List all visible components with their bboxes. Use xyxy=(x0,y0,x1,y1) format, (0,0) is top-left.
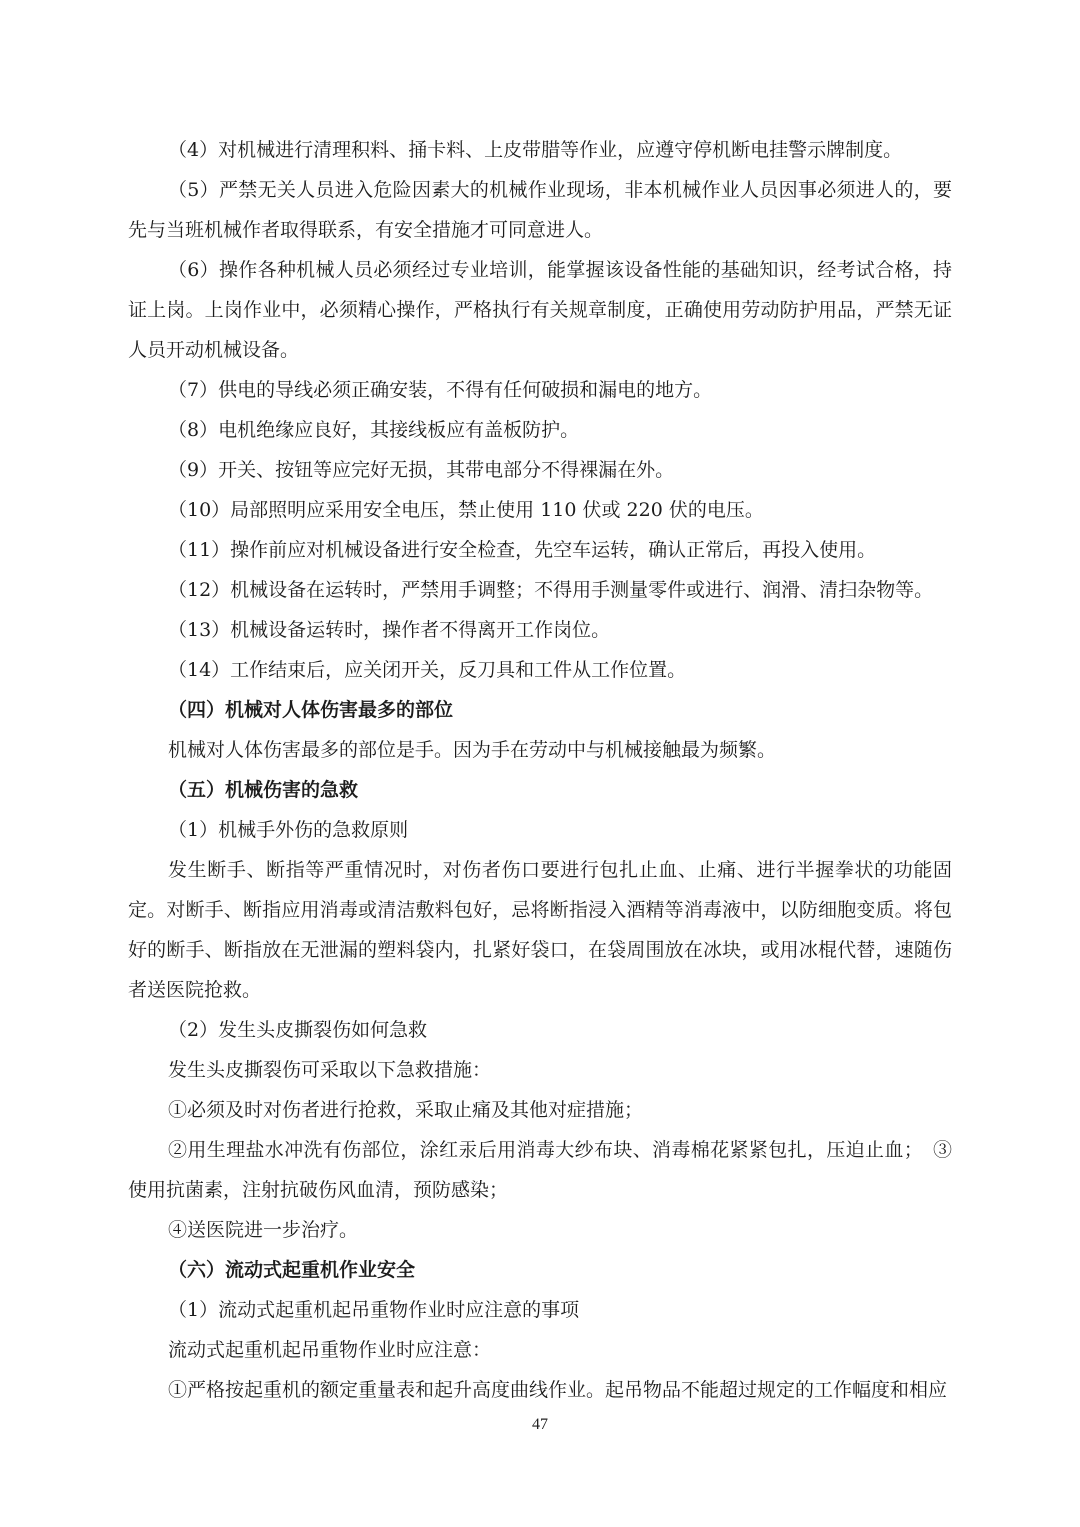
section-heading-4: （四）机械对人体伤害最多的部位 xyxy=(168,699,454,721)
body-paragraph: 发生头皮撕裂伤可采取以下急救措施： xyxy=(168,1059,492,1081)
paragraph-item-9: （9）开关、按钮等应完好无损，其带电部分不得裸漏在外。 xyxy=(168,459,675,481)
section-heading-6: （六）流动式起重机作业安全 xyxy=(168,1259,416,1281)
paragraph-item-10: （10）局部照明应采用安全电压，禁止使用 110 伏或 220 伏的电压。 xyxy=(168,499,764,521)
subheading-hand-injury: （1）机械手外伤的急救原则 xyxy=(168,819,409,841)
paragraph-item-5: （5）严禁无关人员进入危险因素大的机械作业现场，非本机械作业人员因事必须进人的，要先与当班机械作者取得联系，有安全措施才可同意进人。 xyxy=(128,179,952,241)
page-number: 47 xyxy=(532,1416,548,1433)
body-paragraph: 发生断手、断指等严重情况时，对伤者伤口要进行包扎止血、止痛、进行半握拳状的功能固定。对断手、断指应用消毒或清洁敷料包好，忌将断指浸入酒精等消毒液中，以防细胞变质。将包好的断手、断指放在无泄漏的塑料袋内，扎紧好袋口，在袋周围放在冰块，或用冰棍代替，速随伤者送医院抢救。 xyxy=(128,859,952,1001)
paragraph-item-6: （6）操作各种机械人员必须经过专业培训，能掌握该设备性能的基础知识，经考试合格，持证上岗。上岗作业中，必须精心操作，严格执行有关规章制度，正确使用劳动防护用品，严禁无证人员开动机械设备。 xyxy=(128,259,952,361)
list-item-4: ④送医院进一步治疗。 xyxy=(168,1219,359,1241)
paragraph-item-4: （4）对机械进行清理积料、捅卡料、上皮带腊等作业，应遵守停机断电挂警示牌制度。 xyxy=(168,139,903,161)
paragraph-item-13: （13）机械设备运转时，操作者不得离开工作岗位。 xyxy=(168,619,611,641)
paragraph-item-14: （14）工作结束后，应关闭开关，反刀具和工件从工作位置。 xyxy=(168,659,687,681)
paragraph-item-8: （8）电机绝缘应良好，其接线板应有盖板防护。 xyxy=(168,419,580,441)
body-paragraph: 机械对人体伤害最多的部位是手。因为手在劳动中与机械接触最为频繁。 xyxy=(168,739,777,761)
paragraph-item-7: （7）供电的导线必须正确安装，不得有任何破损和漏电的地方。 xyxy=(168,379,713,401)
subheading-crane-lifting: （1）流动式起重机起吊重物作业时应注意的事项 xyxy=(168,1299,580,1321)
list-item-2-3: ②用生理盐水冲洗有伤部位，涂红汞后用消毒大纱布块、消毒棉花紧紧包扎，压迫止血； ③使用抗菌素，注射抗破伤风血清，预防感染； xyxy=(128,1139,952,1201)
paragraph-item-12: （12）机械设备在运转时，严禁用手调整；不得用手测量零件或进行、润滑、清扫杂物等。 xyxy=(168,579,934,601)
paragraph-item-11: （11）操作前应对机械设备进行安全检查，先空车运转，确认正常后，再投入使用。 xyxy=(168,539,877,561)
subheading-scalp-injury: （2）发生头皮撕裂伤如何急救 xyxy=(168,1019,428,1041)
body-paragraph: 流动式起重机起吊重物作业时应注意： xyxy=(168,1339,492,1361)
list-item-crane-1: ①严格按起重机的额定重量表和起升高度曲线作业。起吊物品不能超过规定的工作幅度和相应 xyxy=(168,1379,948,1401)
page-body xyxy=(128,130,952,1410)
section-heading-5: （五）机械伤害的急救 xyxy=(168,779,359,801)
list-item-1: ①必须及时对伤者进行抢救，采取止痛及其他对症措施； xyxy=(168,1099,644,1121)
